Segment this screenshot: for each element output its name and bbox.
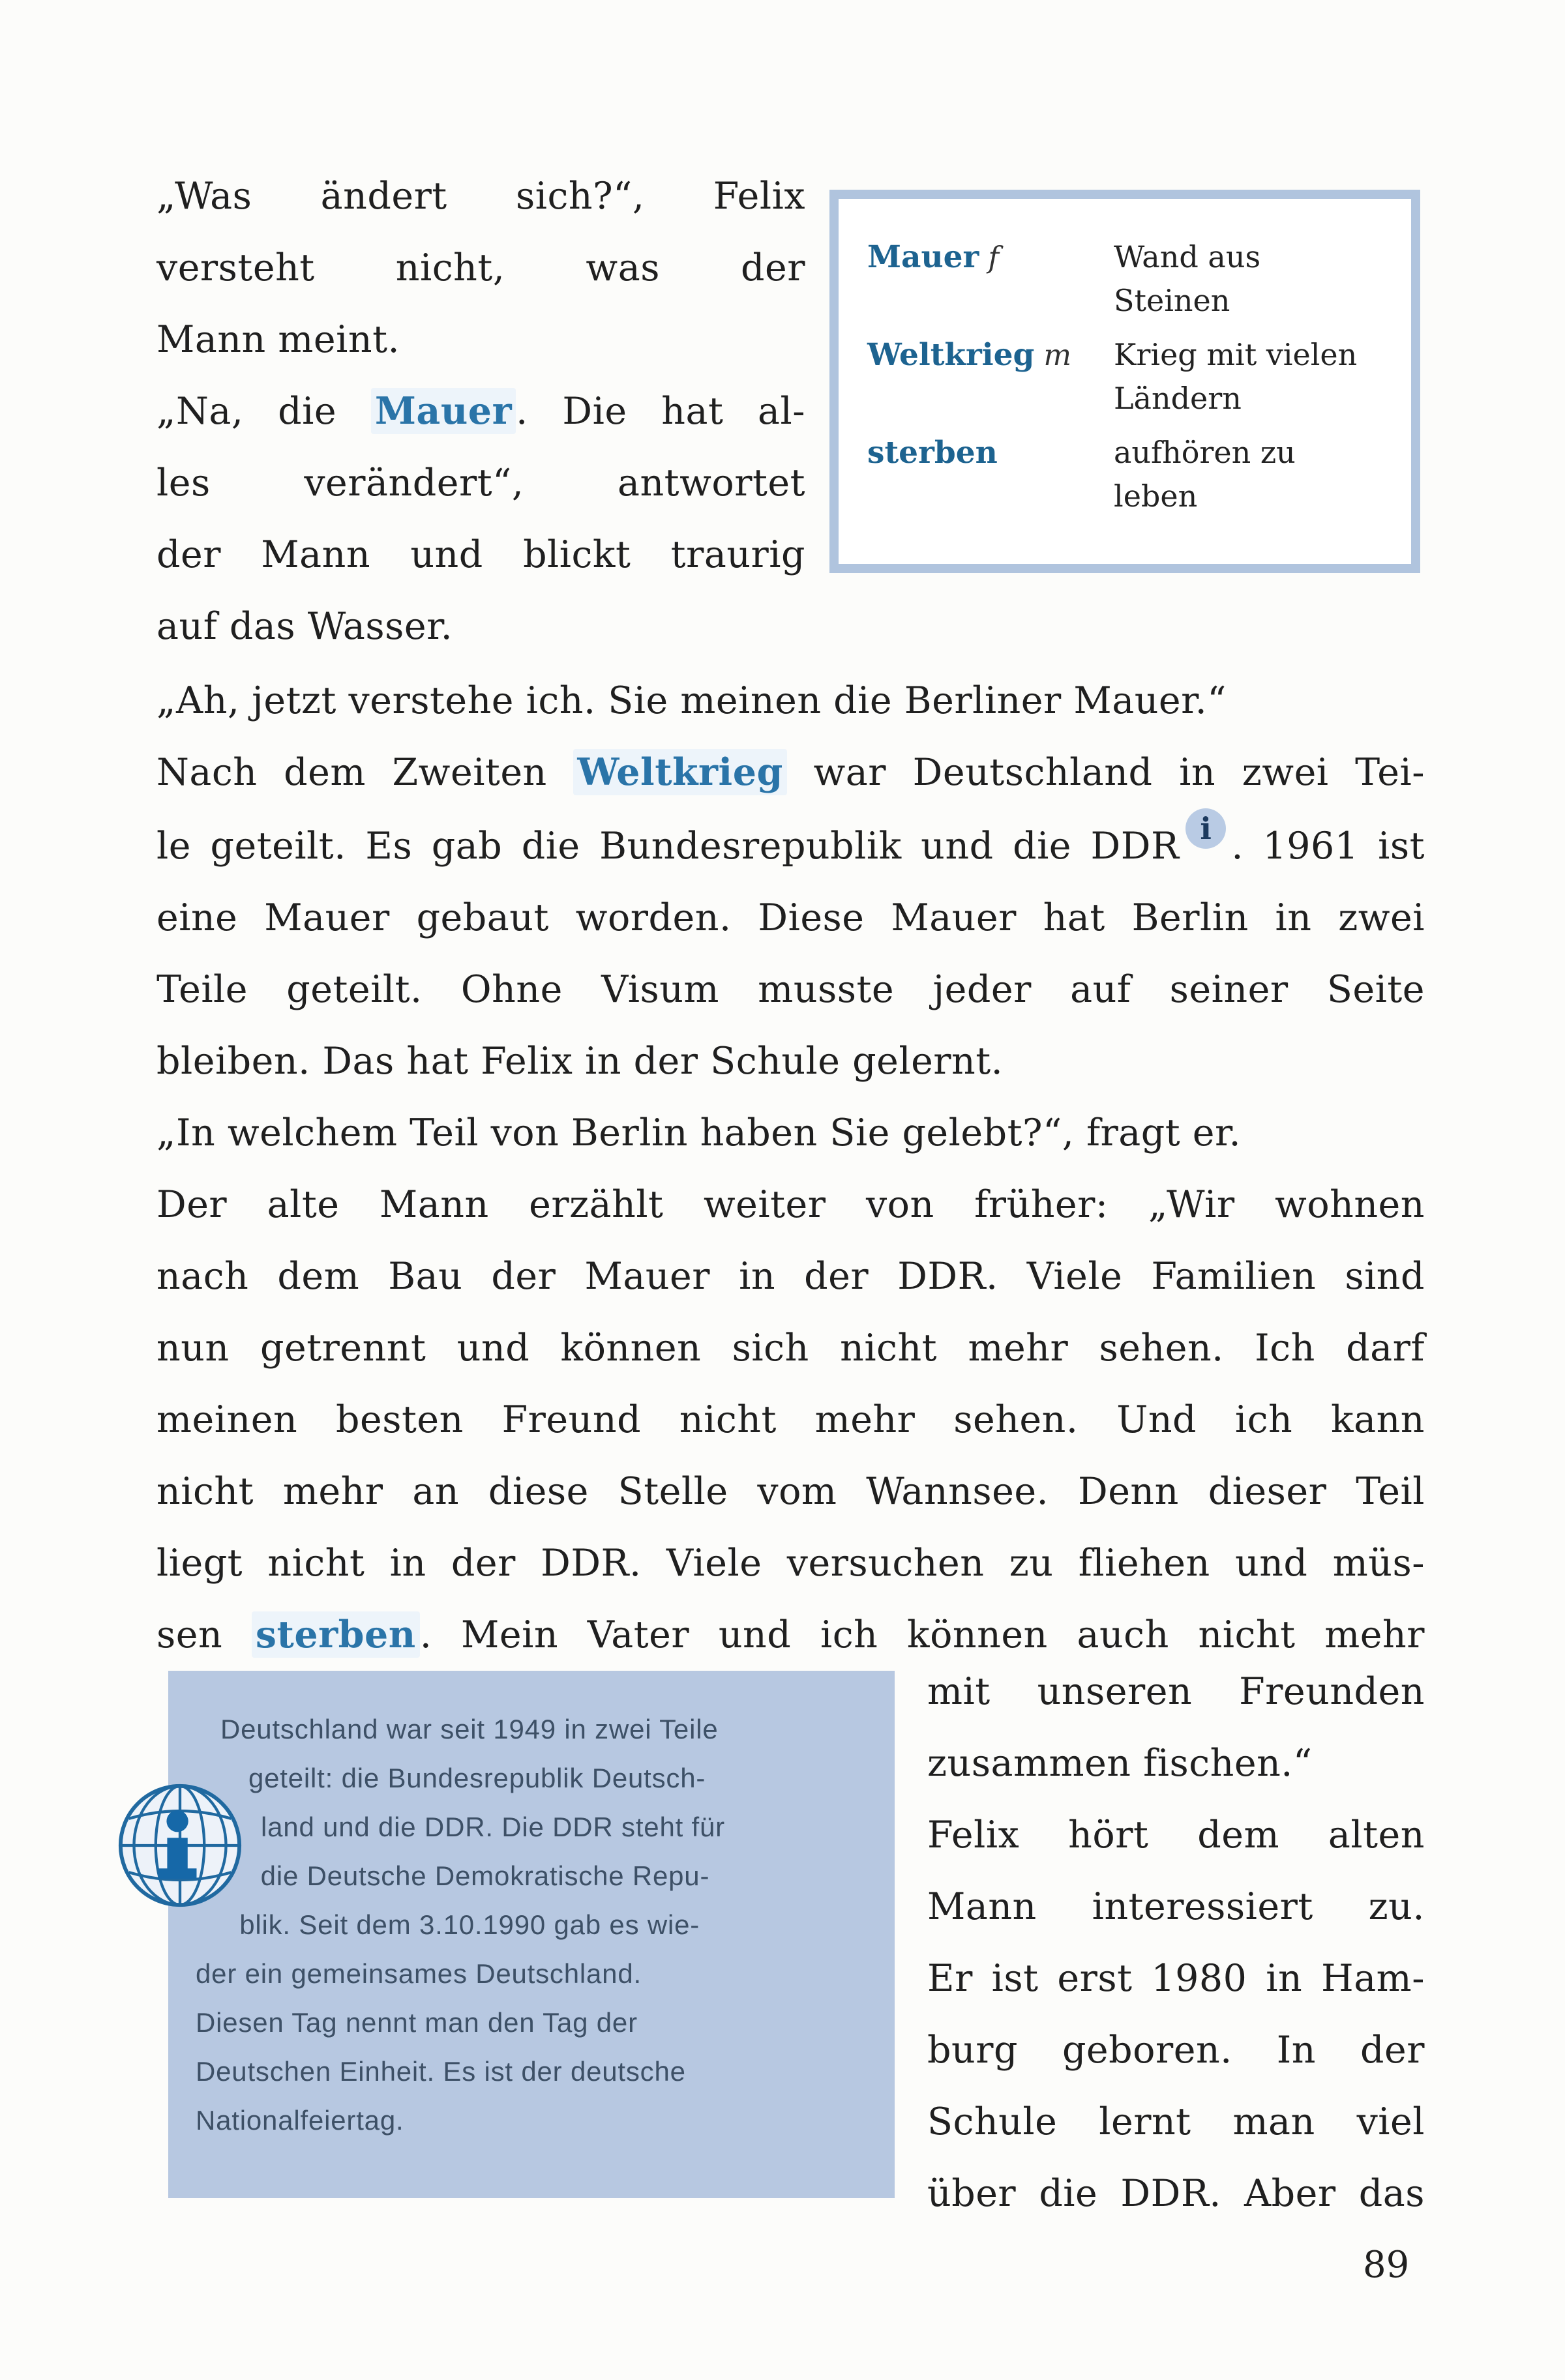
text-run: sen <box>156 1613 252 1656</box>
text-run: nach dem Bau der Mauer in der DDR. Viele Familien sind <box>156 1255 1425 1298</box>
vocab-term-cell <box>867 333 1114 377</box>
text-line <box>156 1527 1425 1599</box>
text-line <box>196 1900 869 1949</box>
vocab-definition <box>1114 431 1393 518</box>
vocab-entry <box>867 235 1393 323</box>
vocab-word-highlight: Mauer <box>371 388 516 434</box>
text-run: Schule lernt man viel <box>927 2100 1425 2143</box>
vocab-word-highlight: sterben <box>252 1611 420 1658</box>
text-line: Krieg mit vielen <box>1114 337 1358 372</box>
text-line <box>196 1851 869 1900</box>
text-line: Wand aus <box>1114 239 1261 274</box>
text-line: leben <box>1114 478 1198 514</box>
text-line <box>196 1998 869 2047</box>
text-line <box>196 2096 869 2145</box>
page-number: 89 <box>1363 2244 1410 2286</box>
text-run: „Ah, jetzt verstehe ich. Sie meinen die Berliner Mauer.“ <box>156 679 1227 722</box>
text-run: geteilt: die Bundesrepublik Deutsch- <box>248 1763 706 1793</box>
text-line: Steinen <box>1114 283 1230 318</box>
text-line <box>156 1097 1425 1169</box>
text-run: auf das Wasser. <box>156 605 453 648</box>
text-line <box>156 665 1425 737</box>
vocab-definition <box>1114 235 1393 323</box>
vocab-term: sterben <box>867 435 998 471</box>
intro-paragraph <box>156 160 805 662</box>
text-line: Ländern <box>1114 381 1242 416</box>
text-run: Teile geteilt. Ohne Visum musste jeder auf seiner Seite <box>156 968 1425 1011</box>
text-line <box>156 160 805 232</box>
text-line <box>156 591 805 662</box>
text-run: Diesen Tag nennt man den Tag der <box>196 2007 638 2038</box>
text-run: über die DDR. Aber das <box>927 2172 1425 2215</box>
text-run: Deutschen Einheit. Es ist der deutsche <box>196 2056 686 2087</box>
text-run: „Was ändert sich?“, Felix <box>156 175 805 218</box>
vocab-term: Weltkrieg <box>867 337 1035 373</box>
text-run: der Mann und blickt traurig <box>156 533 805 576</box>
text-run: „In welchem Teil von Berlin haben Sie gelebt?“, fragt er. <box>156 1111 1242 1154</box>
vocab-word-highlight: Weltkrieg <box>573 749 786 795</box>
vocab-term-cell <box>867 431 1114 475</box>
text-line <box>927 1799 1425 1871</box>
text-run: liegt nicht in der DDR. Viele versuchen zu fliehen und müs- <box>156 1542 1425 1585</box>
text-run: Nach dem Zweiten <box>156 751 574 794</box>
text-run: . Mein Vater und ich können auch nicht mehr <box>419 1613 1425 1656</box>
text-line <box>156 1384 1425 1456</box>
text-line <box>156 1312 1425 1384</box>
text-run: Mann meint. <box>156 318 400 361</box>
text-run: versteht nicht, was der <box>156 246 805 289</box>
info-box <box>168 1671 895 2198</box>
text-line <box>927 1656 1425 1727</box>
text-line <box>196 1949 869 1998</box>
text-line <box>156 447 805 519</box>
right-column-paragraph <box>927 1656 1425 2229</box>
vocab-gender: f <box>988 240 999 274</box>
text-line <box>156 1169 1425 1241</box>
text-run: war Deutschland in zwei Tei- <box>786 751 1425 794</box>
text-run: . Die hat al- <box>516 390 805 433</box>
vocab-entry <box>867 431 1393 518</box>
vocab-term: Mauer <box>867 239 979 275</box>
main-paragraph <box>156 665 1425 1671</box>
text-run: nicht mehr an diese Stelle vom Wannsee. Denn dieser Teil <box>156 1470 1425 1513</box>
text-line <box>156 232 805 304</box>
text-line <box>196 1754 869 1802</box>
text-run: zusammen fischen.“ <box>927 1742 1313 1785</box>
text-run: die Deutsche Demokratische Repu- <box>260 1860 710 1891</box>
text-run: „Na, die <box>156 390 371 433</box>
info-superscript-icon: i <box>1185 808 1226 849</box>
text-line <box>156 519 805 591</box>
text-run: bleiben. Das hat Felix in der Schule gelernt. <box>156 1040 1004 1083</box>
vocab-term-cell <box>867 235 1114 279</box>
text-run: . 1961 ist <box>1231 825 1425 868</box>
vocab-entry <box>867 333 1393 420</box>
text-run: meinen besten Freund nicht mehr sehen. Und ich kann <box>156 1398 1425 1441</box>
text-line <box>927 2014 1425 2086</box>
text-line <box>927 1871 1425 1943</box>
text-line <box>196 1802 869 1851</box>
text-line <box>156 882 1425 954</box>
text-line <box>927 1727 1425 1799</box>
vocab-box <box>829 190 1420 573</box>
text-line: aufhören zu <box>1114 435 1296 470</box>
text-line <box>927 1943 1425 2014</box>
text-run: mit unseren Freunden <box>927 1670 1425 1713</box>
text-line <box>156 737 1425 808</box>
text-run: nun getrennt und können sich nicht mehr sehen. Ich darf <box>156 1327 1425 1370</box>
text-run: Der alte Mann erzählt weiter von früher: „Wir wohnen <box>156 1183 1425 1226</box>
text-line <box>156 304 805 375</box>
text-line <box>156 1025 1425 1097</box>
text-run: der ein gemeinsames Deutschland. <box>196 1958 642 1989</box>
text-line <box>196 1705 869 1754</box>
vocab-definition <box>1114 333 1393 420</box>
text-line <box>156 954 1425 1025</box>
text-line <box>927 2158 1425 2229</box>
text-run: Er ist erst 1980 in Ham- <box>927 1957 1425 2000</box>
text-line <box>927 2086 1425 2158</box>
text-run: land und die DDR. Die DDR steht für <box>261 1812 725 1842</box>
text-line <box>196 2047 869 2096</box>
text-run: Deutschland war seit 1949 in zwei Teile <box>220 1714 719 1744</box>
info-box-text <box>196 1705 869 2145</box>
text-run: Mann interessiert zu. <box>927 1885 1425 1928</box>
text-line <box>156 375 805 447</box>
vocab-gender: m <box>1043 338 1072 372</box>
text-run: Felix hört dem alten <box>927 1814 1425 1857</box>
text-run: burg geboren. In der <box>927 2029 1425 2072</box>
text-line <box>156 808 1425 882</box>
text-run: blik. Seit dem 3.10.1990 gab es wie- <box>239 1909 700 1940</box>
text-run: le geteilt. Es gab die Bundesrepublik und die DDR <box>156 825 1180 868</box>
globe-info-icon <box>116 1782 244 1909</box>
text-run: Nationalfeiertag. <box>196 2105 404 2136</box>
text-run: les verändert“, antwortet <box>156 462 805 505</box>
text-line <box>156 1456 1425 1527</box>
text-run: eine Mauer gebaut worden. Diese Mauer hat Berlin in zwei <box>156 896 1425 939</box>
text-line <box>156 1241 1425 1312</box>
